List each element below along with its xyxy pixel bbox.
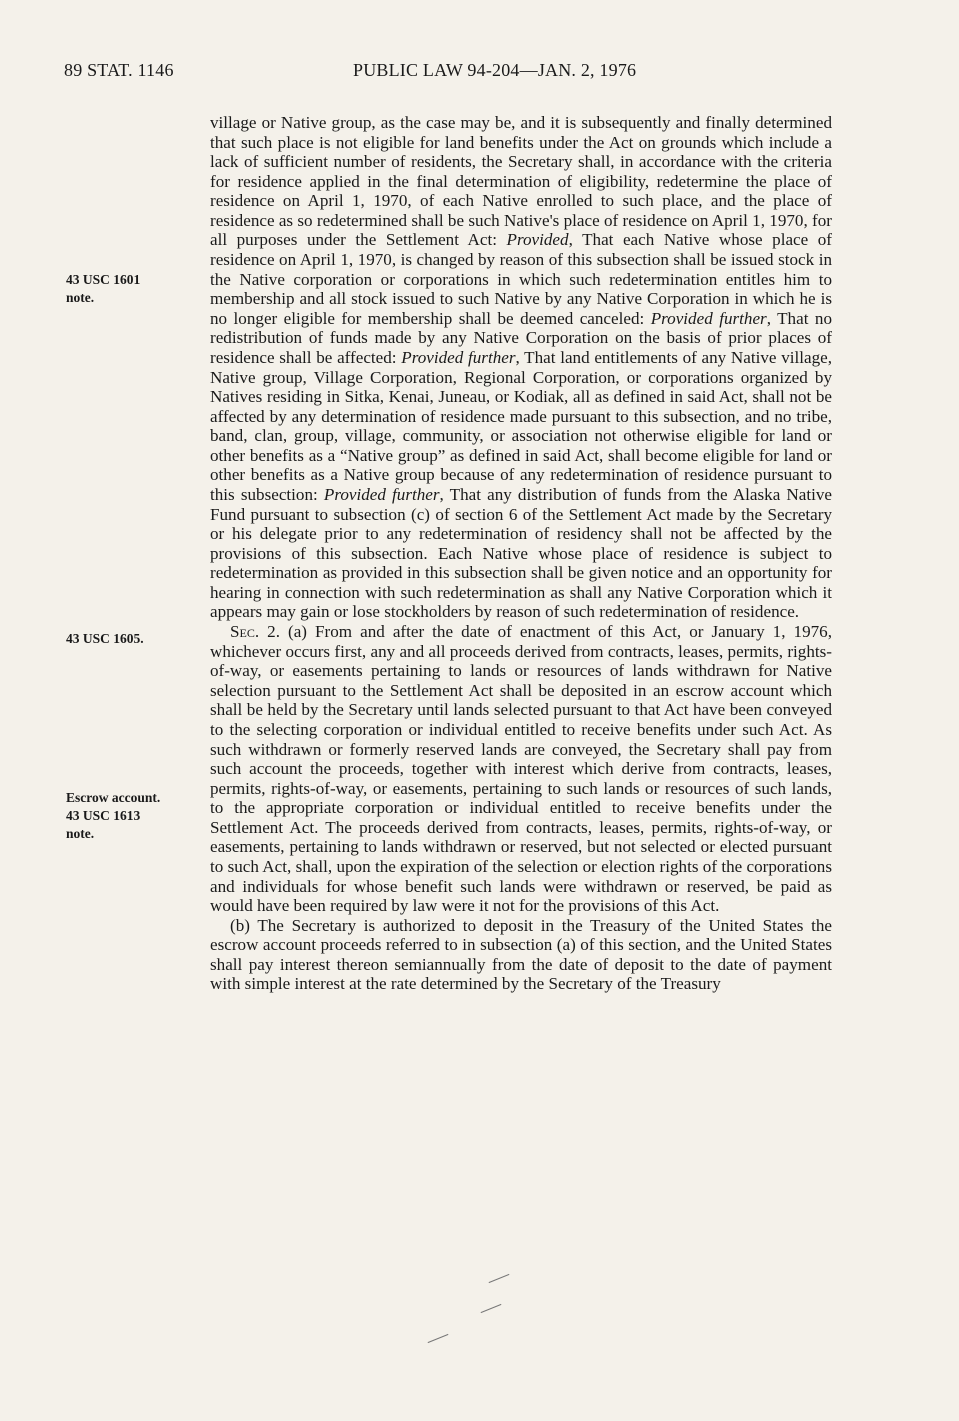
- body-text: [210, 113, 832, 994]
- margin-note-line: note.: [66, 826, 95, 841]
- text-run: , That any distribution of funds from the Alaska Native Fund pursuant to subsection (c) of section 6 of the Settlement Act made by the Secretary or his delegate prior to any redetermination of residency shall not be affected by the provisions of this subsection. Each Native whose place of residence is subject to redetermination as provided in this subsection shall be given notice and an opportunity for hearing in connection with such redetermination as shall any Native Corporation which it appears may gain or lose stockholders by reason of such redetermination of residence.: [210, 484, 832, 622]
- paragraph-section-2a: [210, 622, 832, 916]
- page-header: [64, 60, 894, 84]
- paragraph-section-2b: [210, 916, 832, 994]
- italic-term: Provided further: [323, 484, 440, 504]
- text-run: , That no redistribution of funds made by any Native Corporation on the basis of prior places of residence shall be affected:: [210, 308, 832, 367]
- italic-term: Provided: [506, 230, 569, 250]
- text-run: , That each Native whose place of residence on April 1, 1970, is changed by reason of this subsection shall be issued stock in the Native corporation or corporations in which such redetermination entitles him to membership and all stock issued to such Native by any Native Corporation in which he is no longer eligible for membership shall be deemed canceled:: [210, 230, 832, 328]
- law-title: PUBLIC LAW 94-204—JAN. 2, 1976: [353, 60, 637, 80]
- paragraph-residence: [210, 113, 832, 622]
- text-run: (a) From and after the date of enactment of this Act, or January 1, 1976, whichever occurs first, any and all proceeds derived from contracts, leases, permits, rights-of-way, or easements pertaining to lands or resources of lands withdrawn for Native selection pursuant to the Settlement Act shall be deposited in an escrow account which shall be held by the Secretary until lands selected pursuant to that Act have been conveyed to the selecting corporation or individual entitled to receive benefits under such Act. As such withdrawn or formerly reserved lands are conveyed, the Secretary shall pay from such account the proceeds, together with interest which derive from contracts, leases, permits, rights-of-way, or easements, pertaining to such lands or resources of such lands, to the appropriate corporation or individual entitled to receive benefits under the Settlement Act. The proceeds derived from contracts, leases, permits, rights-of-way, or easements, pertaining to lands withdrawn or reserved, but not selected or elected pursuant to such Act, shall, upon the expiration of the selection or election rights of the corporations and individuals for whose benefit such lands were withdrawn or reserved, be paid as would have been required by law were it not for the provisions of this Act.: [210, 622, 832, 916]
- pen-mark: [489, 1274, 510, 1283]
- text-run: (b) The Secretary is authorized to deposit in the Treasury of the United States the escrow account proceeds referred to in subsection (a) of this section, and the United States shall pay interest thereon semiannually from the date of deposit to the date of payment with simple interest at the rate determined by the Secretary of the Treasury: [210, 915, 832, 994]
- statute-reference: 89 STAT. 1146: [64, 60, 174, 80]
- pen-mark: [481, 1304, 502, 1313]
- section-label: Sec. 2.: [230, 622, 280, 642]
- text-run: village or Native group, as the case may be, and it is subsequently and finally determined that such place is not eligible for land benefits under the Act on grounds which include a lack of sufficient number of residents, the Secretary shall, in accordance with the criteria for residence applied in the final determination of eligibility, redetermine the place of residence on April 1, 1970, of each Native enrolled to such place, and the place of residence as so redetermined shall be such Native's place of residence on April 1, 1970, for all purposes under the Settlement Act:: [210, 113, 832, 250]
- text-run: , That land entitlements of any Native village, Native group, Village Corporation, Regional Corporation, or corporations organized by Natives residing in Sitka, Kenai, Juneau, or Kodiak, all as defined in said Act, shall not be affected by any determination of residence made pursuant to this subsection, and no tribe, band, clan, group, village, community, or association not otherwise eligible for land or other benefits as a “Native group” as defined in said Act, shall become eligible for land or other benefits as a Native group because of any redetermination of residence pursuant to this subsection:: [210, 347, 832, 504]
- margin-note-escrow: [66, 789, 194, 843]
- italic-term: Provided further: [401, 347, 516, 367]
- margin-note-43usc1605: [66, 630, 194, 648]
- margin-note-line: 43 USC 1605.: [66, 631, 144, 646]
- margin-note-line: 43 USC 1613: [66, 808, 141, 823]
- pen-mark: [428, 1334, 449, 1343]
- margin-note-line: 43 USC 1601: [66, 272, 141, 287]
- margin-note-43usc1601: [66, 271, 194, 307]
- italic-term: Provided further: [650, 308, 767, 328]
- margin-note-line: Escrow account.: [66, 790, 161, 805]
- margin-note-line: note.: [66, 290, 95, 305]
